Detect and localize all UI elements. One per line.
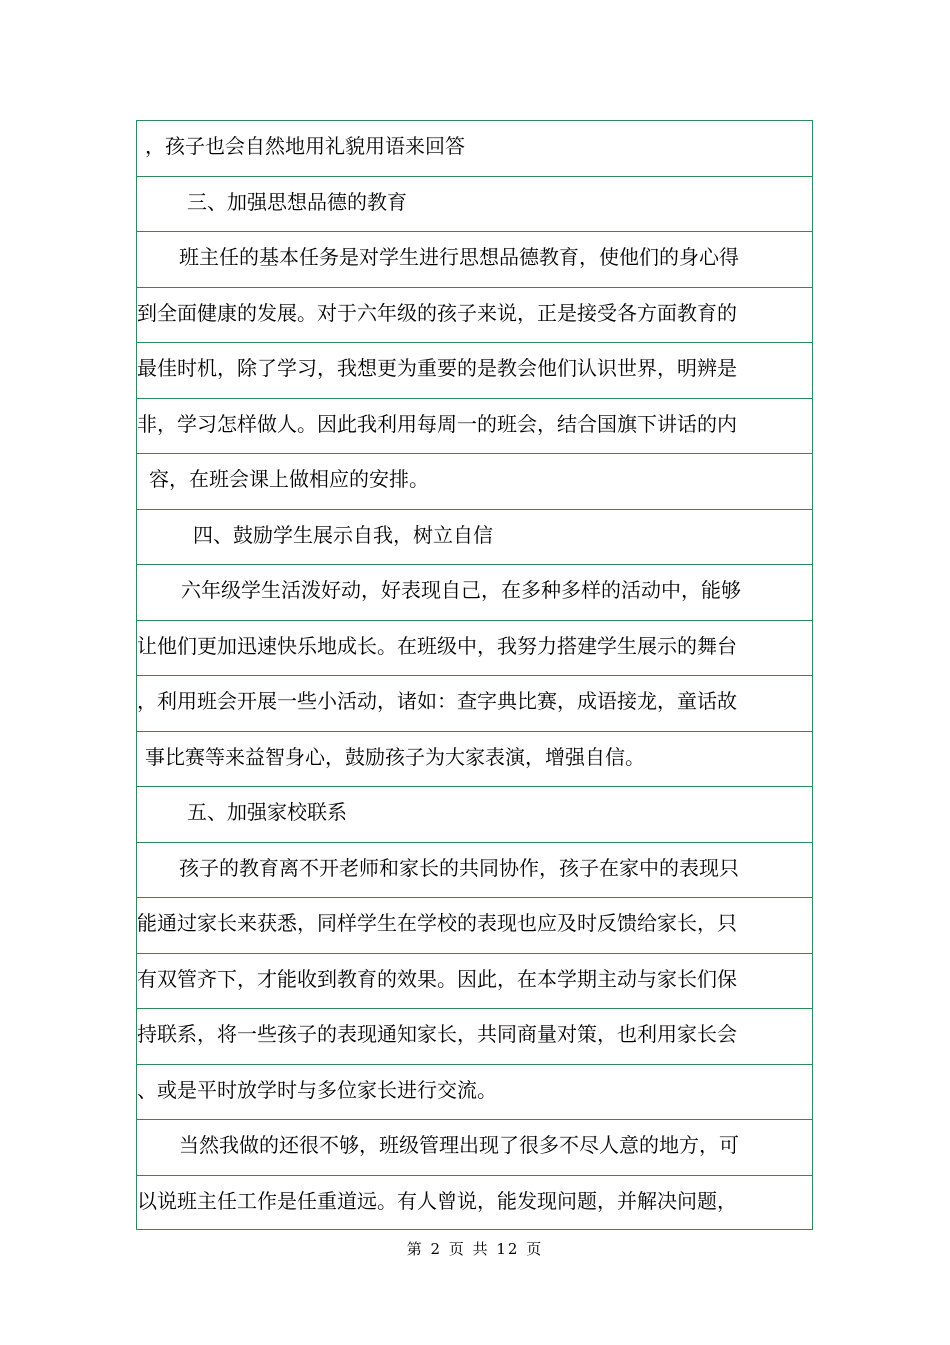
line-text: 有双管齐下，才能收到教育的效果。因此，在本学期主动与家长们保 [137, 966, 737, 991]
section-heading: 三、加强思想品德的教育 [187, 189, 407, 214]
text-line [137, 121, 812, 177]
line-text: 容，在班会课上做相应的安排。 [149, 467, 429, 491]
text-line [137, 1176, 812, 1232]
text-line [137, 843, 812, 899]
text-line [137, 454, 812, 510]
line-text: 孩子的教育离不开老师和家长的共同协作，孩子在家中的表现只 [179, 855, 739, 880]
line-text: 事比赛等来益智身心，鼓励孩子为大家表演，增强自信。 [145, 744, 645, 769]
line-text: 能通过家长来获悉，同样学生在学校的表现也应及时反馈给家长，只 [137, 911, 737, 935]
page-frame [136, 120, 813, 1230]
text-line [137, 288, 812, 344]
line-text: 、或是平时放学时与多位家长进行交流。 [137, 1077, 497, 1102]
text-line [137, 343, 812, 399]
line-text: 到全面健康的发展。对于六年级的孩子来说，正是接受各方面教育的 [137, 300, 737, 325]
line-text: 以说班主任工作是任重道远。有人曾说，能发现问题，并解决问题， [137, 1188, 737, 1213]
text-line [137, 565, 812, 621]
line-text: 非，学习怎样做人。因此我利用每周一的班会，结合国旗下讲话的内 [137, 411, 737, 436]
line-text: 持联系，将一些孩子的表现通知家长，共同商量对策，也利用家长会 [137, 1022, 737, 1046]
text-line [137, 898, 812, 954]
text-line [137, 732, 812, 788]
line-text: 当然我做的还很不够，班级管理出现了很多不尽人意的地方，可 [179, 1133, 739, 1157]
line-text: ，利用班会开展一些小活动，诸如：查字典比赛，成语接龙，童话故 [137, 689, 737, 713]
text-line [137, 177, 812, 233]
text-line [137, 232, 812, 288]
text-line [137, 510, 812, 566]
line-text: 六年级学生活泼好动，好表现自己，在多种多样的活动中，能够 [181, 578, 741, 602]
text-line [137, 1009, 812, 1065]
line-text: 班主任的基本任务是对学生进行思想品德教育，使他们的身心得 [179, 245, 739, 269]
text-line [137, 676, 812, 732]
section-heading: 四、鼓励学生展示自我，树立自信 [193, 522, 493, 547]
text-line [137, 1065, 812, 1121]
line-text: 最佳时机，除了学习，我想更为重要的是教会他们认识世界，明辨是 [137, 356, 737, 380]
page-number-footer: 第 2 页 共 12 页 [406, 1240, 544, 1258]
text-line [137, 621, 812, 677]
text-line [137, 787, 812, 843]
line-text: ，孩子也会自然地用礼貌用语来回答 [145, 134, 465, 158]
text-line [137, 1120, 812, 1176]
text-line [137, 954, 812, 1010]
text-line [137, 399, 812, 455]
line-text: 让他们更加迅速快乐地成长。在班级中，我努力搭建学生展示的舞台 [137, 633, 737, 658]
section-heading: 五、加强家校联系 [187, 800, 347, 824]
